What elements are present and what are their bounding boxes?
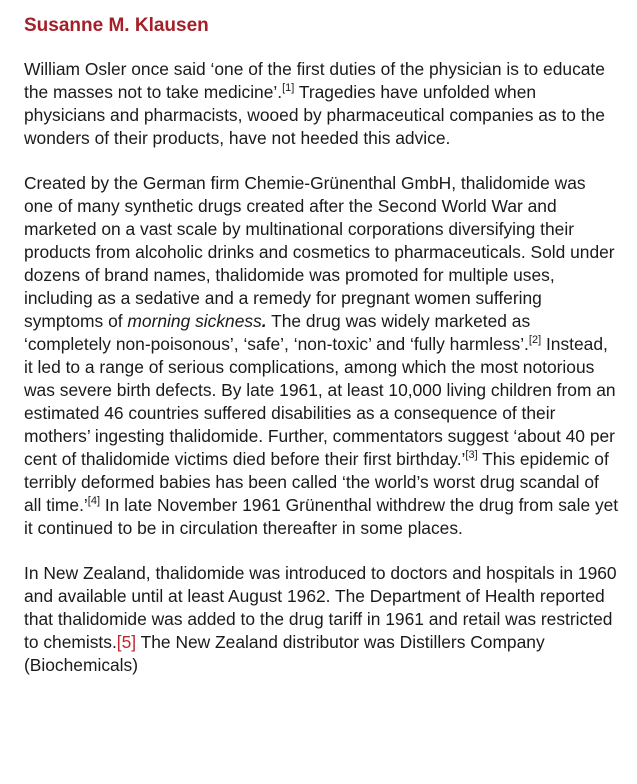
emphasis-morning-sickness: morning sickness — [127, 311, 262, 331]
paragraph-3 — [24, 562, 619, 677]
paragraph-2-text-b: The drug was widely marketed as ‘completely non-poisonous’, ‘safe’, ‘non-toxic’ and ‘fully harmless’. — [24, 311, 531, 354]
footnote-ref-2[interactable]: [2] — [528, 334, 542, 347]
paragraph-2-text-e: In late November 1961 Grünenthal withdrew the drug from sale yet it continued to be in circulation thereafter in some places. — [24, 495, 619, 538]
paragraph-1 — [24, 58, 619, 150]
emphasis-period: . — [261, 311, 267, 331]
paragraph-1-text-b: Tragedies have unfolded when physicians and pharmacists, wooed by pharmaceutical companies as to the wonders of their products, have not heeded this advice. — [24, 82, 605, 148]
footnote-link-5[interactable]: [5] — [116, 632, 137, 652]
author-name: Susanne M. Klausen — [24, 15, 209, 36]
paragraph-2-text-d: This epidemic of terribly deformed babies has been called ‘the world’s worst drug scandal of all time.’ — [24, 449, 609, 515]
paragraph-1-text-a: William Osler once said ‘one of the first duties of the physician is to educate the masses not to take medicine’. — [24, 59, 605, 102]
footnote-ref-3[interactable]: [3] — [465, 449, 478, 462]
paragraph-3-text-a: In New Zealand, thalidomide was introduced to doctors and hospitals in 1960 and available until at least August 1962. The Department of Health reported that thalidomide was added to the drug tariff in 1961 and retail was restricted to chemists. — [24, 563, 617, 652]
footnote-ref-1[interactable]: [1] — [282, 82, 295, 95]
paragraph-2-text-a: Created by the German firm Chemie-Grünenthal GmbH, thalidomide was one of many synthetic drugs created after the Second World War and marketed on a vast scale by multinational corporations diversifying their products from alcoholic drinks and cosmetics to pharmaceuticals. Sold under dozens of brand names, thalidomide was promoted for multiple uses, including as a sedative and a remedy for pregnant women suffering symptoms of — [24, 173, 615, 331]
paragraph-2 — [24, 172, 619, 540]
paragraph-3-text-b: The New Zealand distributor was Distillers Company (Biochemicals) — [24, 632, 545, 675]
footnote-ref-4[interactable]: [4] — [87, 495, 101, 508]
paragraph-2-text-c: Instead, it led to a range of serious complications, among which the most notorious was severe birth defects. By late 1961, at least 10,000 living children from an estimated 46 countries suffered disabilities as a consequence of their mothers’ ingesting thalidomide. Further, commentators suggest ‘about 40 per cent of thalidomide victims died before their first birthday.’ — [24, 334, 616, 469]
article-page — [24, 14, 619, 699]
